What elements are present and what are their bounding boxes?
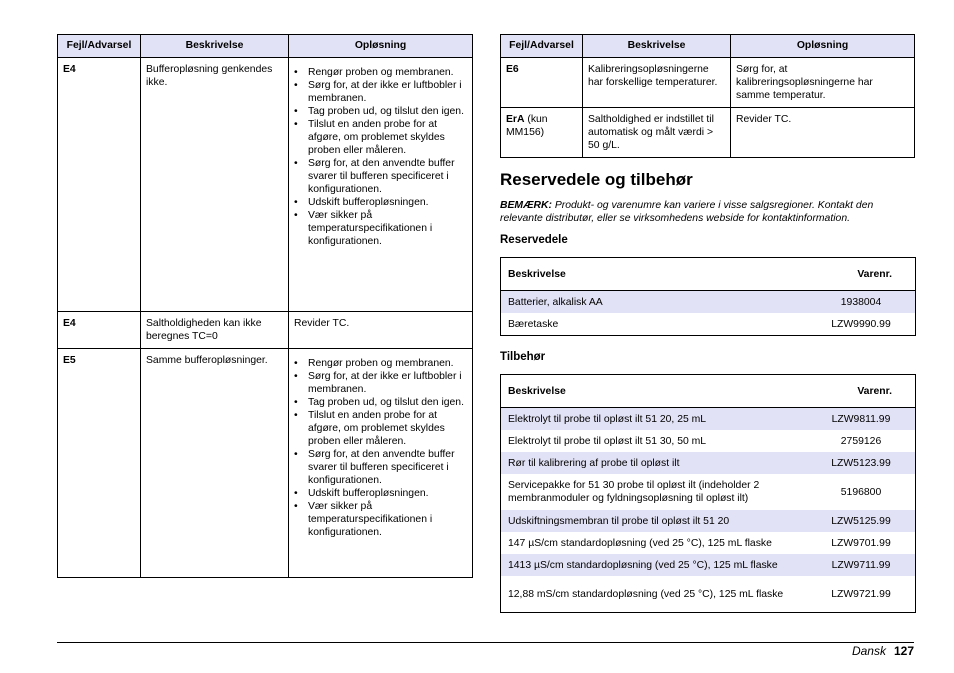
table-row [501,510,915,532]
column-header-solution: Opløsning [731,35,915,58]
column-header-solution: Opløsning [289,35,473,58]
list-item: • Tag proben ud, og tilslut den igen. [294,396,467,409]
part-description: 1413 µS/cm standardopløsning (ved 25 °C), 125 mL flaske [508,559,778,571]
list-item: • Udskift bufferopløsningen. [294,487,467,500]
column-header-description: Beskrivelse [508,268,566,280]
list-item: • Sørg for, at den anvendte buffer svarer til bufferen specificeret i konfigurationen. [294,448,467,487]
table-row [58,58,473,312]
footer-divider [57,642,914,643]
part-description: Rør til kalibrering af probe til opløst ilt [508,457,680,469]
page-number: 127 [893,644,914,658]
error-description: Kalibreringsopløsningerne har forskellige temperaturer. [583,58,731,108]
error-solution: Revider TC. [289,312,473,349]
table-header-row [501,258,915,291]
column-header-description: Beskrivelse [583,35,731,58]
error-code-label: ErA [506,114,525,125]
accessories-table [500,374,916,613]
table-row [58,312,473,349]
table-row [501,430,915,452]
error-code [501,108,583,158]
table-row [501,108,915,158]
list-item: • Rengør proben og membranen. [294,66,467,79]
list-item: • Sørg for, at den anvendte buffer svarer til bufferen specificeret i konfigurationen. [294,157,467,196]
part-number: LZW9701.99 [831,537,891,549]
part-description: Batterier, alkalisk AA [508,296,603,308]
error-description: Bufferopløsning genkendes ikke. [141,58,289,312]
part-description: 147 µS/cm standardopløsning (ved 25 °C), 125 mL flaske [508,537,772,549]
error-solution: Sørg for, at kalibreringsopløsningerne har samme temperatur. [731,58,915,108]
table-row [58,349,473,578]
list-item: • Udskift bufferopløsningen. [294,196,467,209]
list-item: • Tilslut en anden probe for at afgøre, om problemet skyldes proben eller måleren. [294,409,467,448]
list-item: • Sørg for, at der ikke er luftbobler i membranen. [294,370,467,396]
error-description: Saltholdigheden kan ikke beregnes TC=0 [141,312,289,349]
table-row [501,313,915,335]
part-number: LZW5123.99 [831,457,891,469]
list-item: • Tilslut en anden probe for at afgøre, om problemet skyldes proben eller måleren. [294,118,467,157]
part-number: 1938004 [840,296,882,308]
list-item: • Vær sikker på temperaturspecifikationen i konfigurationen. [294,500,467,539]
table-header-row [58,35,473,58]
part-number: LZW9990.99 [831,318,891,330]
accessories-title: Tilbehør [500,351,546,363]
part-description: Elektrolyt til probe til opløst ilt 51 30, 50 mL [508,435,707,447]
list-item: • Sørg for, at der ikke er luftbobler i membranen. [294,79,467,105]
part-description: Elektrolyt til probe til opløst ilt 51 20, 25 mL [508,413,707,425]
note-label: BEMÆRK: [500,200,552,211]
error-solution: Revider TC. [731,108,915,158]
error-solution [289,349,473,578]
table-row [501,474,915,510]
error-code: E4 [58,58,141,312]
list-item: • Vær sikker på temperaturspecifikationen i konfigurationen. [294,209,467,248]
table-header-row [501,35,915,58]
column-header-error: Fejl/Advarsel [501,35,583,58]
column-header-description: Beskrivelse [508,385,566,397]
note [500,199,914,225]
error-description: Saltholdighed er indstillet til automatisk og målt værdi > 50 g/L. [583,108,731,158]
table-row [501,452,915,474]
part-number: LZW9711.99 [831,559,891,571]
solution-list [294,63,467,248]
error-table-left [57,34,473,578]
note-text: Produkt- og varenumre kan variere i visse salgsregioner. Kontakt den relevante distributør, eller se virksomhedens webside for kontaktinformation. [500,200,874,224]
error-code: E4 [58,312,141,349]
part-number: LZW5125.99 [831,515,891,527]
error-solution [289,58,473,312]
table-row [501,408,915,430]
footer-language: Dansk [851,644,886,658]
column-header-part-number: Varenr. [857,385,892,397]
error-table-right [500,34,915,158]
list-item: • Tag proben ud, og tilslut den igen. [294,105,467,118]
part-description: Bæretaske [508,318,559,330]
table-row [501,576,915,612]
page-footer [852,644,914,658]
section-title: Reservedele og tilbehør [500,170,693,189]
column-header-error: Fejl/Advarsel [58,35,141,58]
error-code-label: E6 [506,64,519,75]
table-row [501,58,915,108]
error-code [501,58,583,108]
solution-list [294,354,467,539]
error-description: Samme bufferopløsninger. [141,349,289,578]
error-code: E5 [58,349,141,578]
part-description: Udskiftningsmembran til probe til opløst ilt 51 20 [508,515,730,527]
error-code-suffix: (kun MM156) [506,114,548,138]
spare-parts-title: Reservedele [500,234,568,246]
part-number: LZW9811.99 [831,413,891,425]
part-description: Servicepakke for 51 30 probe til opløst ilt (indeholder 2 membranmoduler og fyldningsopløsning til opløst ilt) [508,480,760,504]
table-row [501,291,915,313]
part-description: 12,88 mS/cm standardopløsning (ved 25 °C), 125 mL flaske [508,588,784,600]
table-row [501,532,915,554]
spare-parts-table [500,257,916,336]
table-header-row [501,375,915,408]
table-row [501,554,915,576]
column-header-part-number: Varenr. [857,268,892,280]
part-number: LZW9721.99 [831,588,891,600]
column-header-description: Beskrivelse [141,35,289,58]
part-number: 2759126 [840,435,882,447]
list-item: • Rengør proben og membranen. [294,357,467,370]
part-number: 5196800 [840,486,882,498]
